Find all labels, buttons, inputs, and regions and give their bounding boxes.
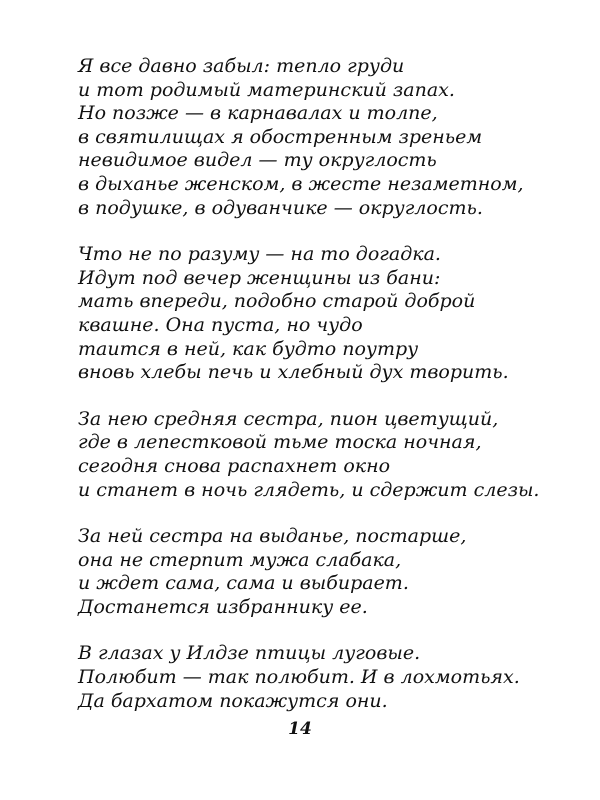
poem-line: в святилищах я обостренным зреньем: [78, 125, 483, 148]
stanza-5: [78, 642, 578, 713]
poem-line: в подушке, в одуванчике — округлость.: [78, 196, 483, 219]
poem-line: За ней сестра на выданье, постарше,: [78, 525, 467, 548]
poem-line: Полюбит — так полюбит. И в лохмотьях.: [78, 666, 520, 689]
poem-line: и станет в ночь глядеть, и сдержит слезы.: [78, 478, 540, 501]
poem-line: Достанется избраннику ее.: [78, 595, 368, 618]
poem-line: Но позже — в карнавалах и толпе,: [78, 102, 438, 125]
poem-line: Я все давно забыл: тепло груди: [78, 55, 405, 77]
poem-line: квашне. Она пуста, но чудо: [78, 313, 363, 336]
stanza-2: [78, 243, 578, 385]
poem-line: таится в ней, как будто поутру: [78, 337, 419, 360]
poem-line: Да бархатом покажутся они.: [78, 689, 388, 712]
poem-line: Что не по разуму — на то догадка.: [78, 243, 441, 266]
poem-line: и тот родимый материнский запах.: [78, 78, 455, 101]
poem-line: мать впереди, подобно старой доброй: [78, 290, 476, 313]
poem-line: и ждет сама, сама и выбирает.: [78, 572, 409, 595]
poem-line: в дыханье женском, в жесте незаметном,: [78, 172, 524, 195]
poem-line: вновь хлебы печь и хлебный дух творить.: [78, 361, 509, 384]
page-number: 14: [288, 719, 312, 739]
stanza-3: [78, 408, 578, 502]
poem-body: [78, 55, 578, 736]
poem-line: сегодня снова распахнет окно: [78, 454, 391, 477]
poem-line: где в лепестковой тьме тоска ночная,: [78, 431, 482, 454]
poem-line: Идут под вечер женщины из бани:: [78, 266, 441, 289]
poem-line: невидимое видел — ту округлость: [78, 149, 437, 172]
poem-line: В глазах у Илдзе птицы луговые.: [78, 642, 421, 665]
poem-line: она не стерпит мужа слабака,: [78, 548, 402, 571]
stanza-4: [78, 525, 578, 619]
poem-line: За нею средняя сестра, пион цветущий,: [78, 407, 499, 430]
stanza-1: [78, 55, 578, 220]
